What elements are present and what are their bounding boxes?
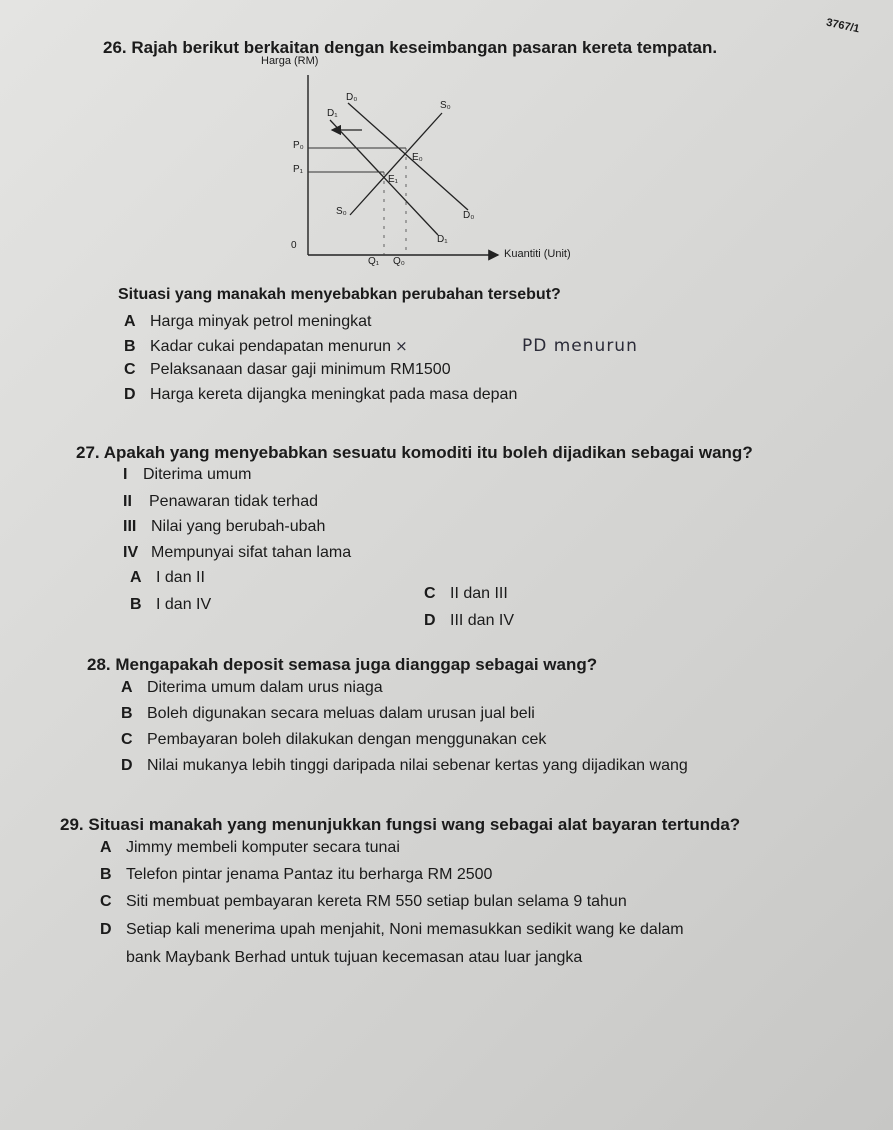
q26-option-c[interactable]: C Pelaksanaan dasar gaji minimum RM1500 xyxy=(124,361,451,378)
label-q1: Q₁ xyxy=(368,256,380,267)
q29-option-b[interactable]: B Telefon pintar jenama Pantaz itu berharga RM 2500 xyxy=(100,866,493,883)
label-s0-bottom: S₀ xyxy=(336,206,347,217)
question-26-prompt: Situasi yang manakah menyebabkan perubahan tersebut? xyxy=(118,286,561,303)
question-26-text: 26. Rajah berikut berkaitan dengan keseimbangan pasaran kereta tempatan. xyxy=(103,38,718,57)
label-d1-top: D₁ xyxy=(327,108,338,119)
document-code: 3767/1 xyxy=(825,16,861,36)
q28-option-d[interactable]: D Nilai mukanya lebih tinggi daripada nilai sebenar kertas yang dijadikan wang xyxy=(121,757,688,774)
q29-option-a[interactable]: A Jimmy membeli komputer secara tunai xyxy=(100,839,400,856)
question-29-text: 29. Situasi manakah yang menunjukkan fungsi wang sebagai alat bayaran tertunda? xyxy=(60,815,741,834)
question-28-text: 28. Mengapakah deposit semasa juga dianggap sebagai wang? xyxy=(87,655,598,674)
label-d0-top: D₀ xyxy=(346,92,358,103)
demand-curve-d0 xyxy=(348,103,468,210)
label-e0: E₀ xyxy=(412,152,423,163)
q27-statement-3: III Nilai yang berubah-ubah xyxy=(123,518,326,535)
supply-curve-s0 xyxy=(350,113,442,215)
q28-option-c[interactable]: C Pembayaran boleh dilakukan dengan menggunakan cek xyxy=(121,731,547,748)
q27-statement-1: I Diterima umum xyxy=(123,466,252,483)
q27-statement-2: II Penawaran tidak terhad xyxy=(123,493,318,510)
q27-statement-4: IV Mempunyai sifat tahan lama xyxy=(123,544,352,561)
question-27-text: 27. Apakah yang menyebabkan sesuatu komoditi itu boleh dijadikan sebagai wang? xyxy=(76,443,753,462)
label-p0: P₀ xyxy=(293,140,304,151)
q29-option-d-continued: bank Maybank Berhad untuk tujuan kecemasan atau luar jangka xyxy=(126,949,583,966)
label-q0: Q₀ xyxy=(393,256,405,267)
q29-option-d[interactable]: D Setiap kali menerima upah menjahit, Noni memasukkan sedikit wang ke dalam xyxy=(100,921,684,938)
q27-option-d[interactable]: D III dan IV xyxy=(424,612,515,629)
handwritten-note: PD menurun xyxy=(522,336,638,356)
label-p1: P₁ xyxy=(293,164,304,175)
label-origin: 0 xyxy=(291,240,297,251)
q26-option-d[interactable]: D Harga kereta dijangka meningkat pada masa depan xyxy=(124,386,518,403)
q29-option-c[interactable]: C Siti membuat pembayaran kereta RM 550 setiap bulan selama 9 tahun xyxy=(100,893,627,910)
q27-option-c[interactable]: C II dan III xyxy=(424,585,508,602)
q26-option-b[interactable]: B Kadar cukai pendapatan menurun × xyxy=(124,337,409,355)
q27-option-a[interactable]: A I dan II xyxy=(130,569,205,586)
label-d1-bottom: D₁ xyxy=(437,234,448,245)
x-axis-label: Kuantiti (Unit) xyxy=(504,248,571,260)
y-axis-label: Harga (RM) xyxy=(261,55,319,67)
q27-option-b[interactable]: B I dan IV xyxy=(130,596,212,613)
q28-option-a[interactable]: A Diterima umum dalam urus niaga xyxy=(121,679,383,696)
handwritten-cross-mark: × xyxy=(395,337,409,355)
label-s0-top: S₀ xyxy=(440,100,451,111)
label-e1: E₁ xyxy=(388,174,399,185)
q26-option-a[interactable]: A Harga minyak petrol meningkat xyxy=(124,313,372,330)
label-d0-bottom: D₀ xyxy=(463,210,475,221)
q28-option-b[interactable]: B Boleh digunakan secara meluas dalam urusan jual beli xyxy=(121,705,535,722)
